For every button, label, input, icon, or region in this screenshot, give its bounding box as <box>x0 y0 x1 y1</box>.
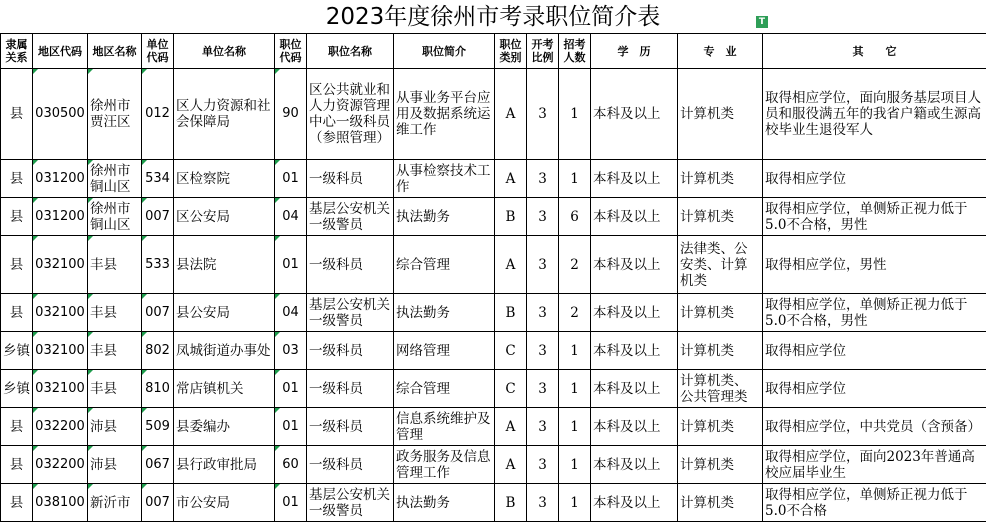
table-cell[interactable]: 509 <box>142 408 174 446</box>
header-cell[interactable]: 地区代码 <box>33 34 88 69</box>
table-cell[interactable]: 031200 <box>33 198 88 236</box>
table-cell[interactable]: 032100 <box>33 370 88 408</box>
table-cell[interactable]: 3 <box>527 294 559 332</box>
table-cell[interactable]: 县 <box>1 446 33 484</box>
table-row <box>1 294 986 332</box>
cell-marker-badge[interactable]: T <box>756 16 768 28</box>
table-cell[interactable]: B <box>495 198 527 236</box>
table-cell[interactable]: A <box>495 69 527 160</box>
table-cell[interactable]: 徐州市铜山区 <box>88 160 142 198</box>
table-cell[interactable]: 取得相应学位，单侧矫正视力低于5.0不合格 <box>763 484 986 522</box>
table-cell[interactable]: 012 <box>142 69 174 160</box>
table-cell[interactable]: 丰县 <box>88 370 142 408</box>
table-cell[interactable]: A <box>495 236 527 294</box>
table-cell[interactable]: 区人力资源和社会保障局 <box>174 69 275 160</box>
table-cell[interactable]: 本科及以上 <box>591 294 678 332</box>
table-row <box>1 160 986 198</box>
table-cell[interactable]: 综合管理 <box>394 370 495 408</box>
table-cell[interactable]: 007 <box>142 484 174 522</box>
table-cell[interactable]: 1 <box>559 408 591 446</box>
table-cell[interactable]: 从事业务平台应用及数据系统运维工作 <box>394 69 495 160</box>
table-cell[interactable]: 本科及以上 <box>591 370 678 408</box>
table-cell[interactable]: 取得相应学位 <box>763 332 986 370</box>
table-cell[interactable]: 取得相应学位，面向服务基层项目人员和服役满五年的我省户籍或生源高校毕业生退役军人 <box>763 69 986 160</box>
table-cell[interactable]: 取得相应学位，单侧矫正视力低于5.0不合格，男性 <box>763 294 986 332</box>
table-cell[interactable]: 3 <box>527 446 559 484</box>
table-cell[interactable]: 2 <box>559 294 591 332</box>
table-cell[interactable]: 取得相应学位，单侧矫正视力低于5.0不合格，男性 <box>763 198 986 236</box>
table-cell[interactable]: 取得相应学位 <box>763 160 986 198</box>
table-cell[interactable]: C <box>495 370 527 408</box>
table-cell[interactable]: 031200 <box>33 160 88 198</box>
header-cell[interactable]: 职位代码 <box>275 34 307 69</box>
table-cell[interactable]: B <box>495 294 527 332</box>
table-cell[interactable]: 534 <box>142 160 174 198</box>
table-cell[interactable]: 01 <box>275 236 307 294</box>
table-cell[interactable]: 3 <box>527 236 559 294</box>
table-cell[interactable]: 一级科员 <box>307 408 394 446</box>
table-cell[interactable]: 沛县 <box>88 446 142 484</box>
table-cell[interactable]: 01 <box>275 484 307 522</box>
table-cell[interactable]: 90 <box>275 69 307 160</box>
table-cell[interactable]: 乡镇 <box>1 370 33 408</box>
table-cell[interactable]: 网络管理 <box>394 332 495 370</box>
table-cell[interactable]: 60 <box>275 446 307 484</box>
table-cell[interactable]: 一级科员 <box>307 332 394 370</box>
table-cell[interactable]: 一级科员 <box>307 370 394 408</box>
table-cell[interactable]: 一级科员 <box>307 160 394 198</box>
table-cell[interactable]: 取得相应学位，面向2023年普通高校应届毕业生 <box>763 446 986 484</box>
table-cell[interactable]: 3 <box>527 484 559 522</box>
table-cell[interactable]: 3 <box>527 198 559 236</box>
table-cell[interactable]: 计算机类 <box>678 484 763 522</box>
table-cell[interactable]: 007 <box>142 294 174 332</box>
table-cell[interactable]: 本科及以上 <box>591 446 678 484</box>
table-cell[interactable]: 徐州市铜山区 <box>88 198 142 236</box>
page-title: 2023年度徐州市考录职位简介表 <box>0 0 986 33</box>
table-cell[interactable]: 从事检察技术工作 <box>394 160 495 198</box>
table-cell[interactable]: 取得相应学位，中共党员（含预备） <box>763 408 986 446</box>
table-row <box>1 408 986 446</box>
table-cell[interactable]: 802 <box>142 332 174 370</box>
header-cell[interactable]: 隶属关系 <box>1 34 33 69</box>
table-row <box>1 446 986 484</box>
table-cell[interactable]: 执法勤务 <box>394 294 495 332</box>
table-cell[interactable]: 信息系统维护及管理 <box>394 408 495 446</box>
table-cell[interactable]: 1 <box>559 446 591 484</box>
table-cell[interactable]: 沛县 <box>88 408 142 446</box>
table-cell[interactable]: 038100 <box>33 484 88 522</box>
header-cell[interactable]: 专 业 <box>678 34 763 69</box>
table-cell[interactable]: 法律类、公安类、计算机类 <box>678 236 763 294</box>
table-cell[interactable]: 计算机类 <box>678 408 763 446</box>
header-cell[interactable]: 招考人数 <box>559 34 591 69</box>
table-cell[interactable]: 综合管理 <box>394 236 495 294</box>
table-cell[interactable]: 丰县 <box>88 236 142 294</box>
table-cell[interactable]: 基层公安机关一级警员 <box>307 484 394 522</box>
table-cell[interactable]: B <box>495 484 527 522</box>
header-cell[interactable]: 职位名称 <box>307 34 394 69</box>
table-cell[interactable]: 计算机类 <box>678 160 763 198</box>
table-cell[interactable]: 新沂市 <box>88 484 142 522</box>
header-cell[interactable]: 职位简介 <box>394 34 495 69</box>
table-cell[interactable]: 032100 <box>33 294 88 332</box>
table-cell[interactable]: 032100 <box>33 332 88 370</box>
table-cell[interactable]: 本科及以上 <box>591 198 678 236</box>
table-cell[interactable]: 县公安局 <box>174 294 275 332</box>
table-cell[interactable]: 01 <box>275 408 307 446</box>
table-cell[interactable]: 县法院 <box>174 236 275 294</box>
table-cell[interactable]: 本科及以上 <box>591 484 678 522</box>
table-cell[interactable]: 取得相应学位 <box>763 370 986 408</box>
table-cell[interactable]: 3 <box>527 69 559 160</box>
table-cell[interactable]: 007 <box>142 198 174 236</box>
table-row <box>1 484 986 522</box>
table-cell[interactable]: 计算机类、公共管理类 <box>678 370 763 408</box>
table-cell[interactable]: 执法勤务 <box>394 198 495 236</box>
table-cell[interactable]: 030500 <box>33 69 88 160</box>
table-cell[interactable]: 县 <box>1 69 33 160</box>
table-cell[interactable]: 3 <box>527 408 559 446</box>
table-cell[interactable]: 政务服务及信息管理工作 <box>394 446 495 484</box>
table-cell[interactable]: 县行政审批局 <box>174 446 275 484</box>
table-cell[interactable]: 区公安局 <box>174 198 275 236</box>
table-cell[interactable]: 市公安局 <box>174 484 275 522</box>
table-row <box>1 236 986 294</box>
table-cell[interactable]: 810 <box>142 370 174 408</box>
table-cell[interactable]: 计算机类 <box>678 446 763 484</box>
table-cell[interactable]: 计算机类 <box>678 332 763 370</box>
table-cell[interactable]: 一级科员 <box>307 236 394 294</box>
table-cell[interactable]: 032200 <box>33 408 88 446</box>
table-cell[interactable]: 区公共就业和人力资源管理中心一级科员（参照管理） <box>307 69 394 160</box>
table-cell[interactable]: 县 <box>1 408 33 446</box>
table-row <box>1 332 986 370</box>
table-cell[interactable]: 基层公安机关一级警员 <box>307 294 394 332</box>
header-row <box>1 34 986 69</box>
header-cell[interactable]: 地区名称 <box>88 34 142 69</box>
table-cell[interactable]: 01 <box>275 370 307 408</box>
table-cell[interactable]: 本科及以上 <box>591 69 678 160</box>
table-cell[interactable]: 县 <box>1 198 33 236</box>
table-cell[interactable]: 县 <box>1 160 33 198</box>
table-cell[interactable]: 3 <box>527 370 559 408</box>
table-cell[interactable]: 县 <box>1 294 33 332</box>
header-cell[interactable]: 开考比例 <box>527 34 559 69</box>
table-cell[interactable]: 丰县 <box>88 294 142 332</box>
table-cell[interactable]: 3 <box>527 332 559 370</box>
table-cell[interactable]: 常店镇机关 <box>174 370 275 408</box>
table-cell[interactable]: 徐州市贾汪区 <box>88 69 142 160</box>
table-cell[interactable]: 6 <box>559 198 591 236</box>
header-cell[interactable]: 单位代码 <box>142 34 174 69</box>
table-cell[interactable]: 县委编办 <box>174 408 275 446</box>
table-cell[interactable]: 丰县 <box>88 332 142 370</box>
table-cell[interactable]: 1 <box>559 332 591 370</box>
table-cell[interactable]: 1 <box>559 160 591 198</box>
header-cell[interactable]: 单位名称 <box>174 34 275 69</box>
table-cell[interactable]: 2 <box>559 236 591 294</box>
table-cell[interactable]: 533 <box>142 236 174 294</box>
header-cell[interactable]: 其 它 <box>763 34 986 69</box>
table-cell[interactable]: 本科及以上 <box>591 160 678 198</box>
table-cell[interactable]: 本科及以上 <box>591 332 678 370</box>
table-cell[interactable]: 03 <box>275 332 307 370</box>
table-cell[interactable]: 01 <box>275 160 307 198</box>
table-cell[interactable]: 04 <box>275 294 307 332</box>
table-cell[interactable]: 计算机类 <box>678 294 763 332</box>
header-cell[interactable]: 职位类别 <box>495 34 527 69</box>
table-row <box>1 370 986 408</box>
table-cell[interactable]: 乡镇 <box>1 332 33 370</box>
table-cell[interactable]: 3 <box>527 160 559 198</box>
table-cell[interactable]: 执法勤务 <box>394 484 495 522</box>
table-cell[interactable]: 067 <box>142 446 174 484</box>
table-cell[interactable]: 凤城街道办事处 <box>174 332 275 370</box>
table-cell[interactable]: A <box>495 446 527 484</box>
table-cell[interactable]: 04 <box>275 198 307 236</box>
table-cell[interactable]: 本科及以上 <box>591 236 678 294</box>
table-cell[interactable]: C <box>495 332 527 370</box>
table-cell[interactable]: 032200 <box>33 446 88 484</box>
table-cell[interactable]: 区检察院 <box>174 160 275 198</box>
table-cell[interactable]: 计算机类 <box>678 198 763 236</box>
positions-table <box>0 33 986 522</box>
table-cell[interactable]: A <box>495 160 527 198</box>
table-row <box>1 198 986 236</box>
table-cell[interactable]: 取得相应学位，男性 <box>763 236 986 294</box>
table-cell[interactable]: 一级科员 <box>307 446 394 484</box>
header-cell[interactable]: 学 历 <box>591 34 678 69</box>
table-cell[interactable]: 计算机类 <box>678 69 763 160</box>
table-cell[interactable]: 本科及以上 <box>591 408 678 446</box>
table-cell[interactable]: 032100 <box>33 236 88 294</box>
table-row <box>1 69 986 160</box>
table-cell[interactable]: A <box>495 408 527 446</box>
table-cell[interactable]: 县 <box>1 236 33 294</box>
table-cell[interactable]: 基层公安机关一级警员 <box>307 198 394 236</box>
table-cell[interactable]: 县 <box>1 484 33 522</box>
table-cell[interactable]: 1 <box>559 370 591 408</box>
table-cell[interactable]: 1 <box>559 69 591 160</box>
table-cell[interactable]: 1 <box>559 484 591 522</box>
